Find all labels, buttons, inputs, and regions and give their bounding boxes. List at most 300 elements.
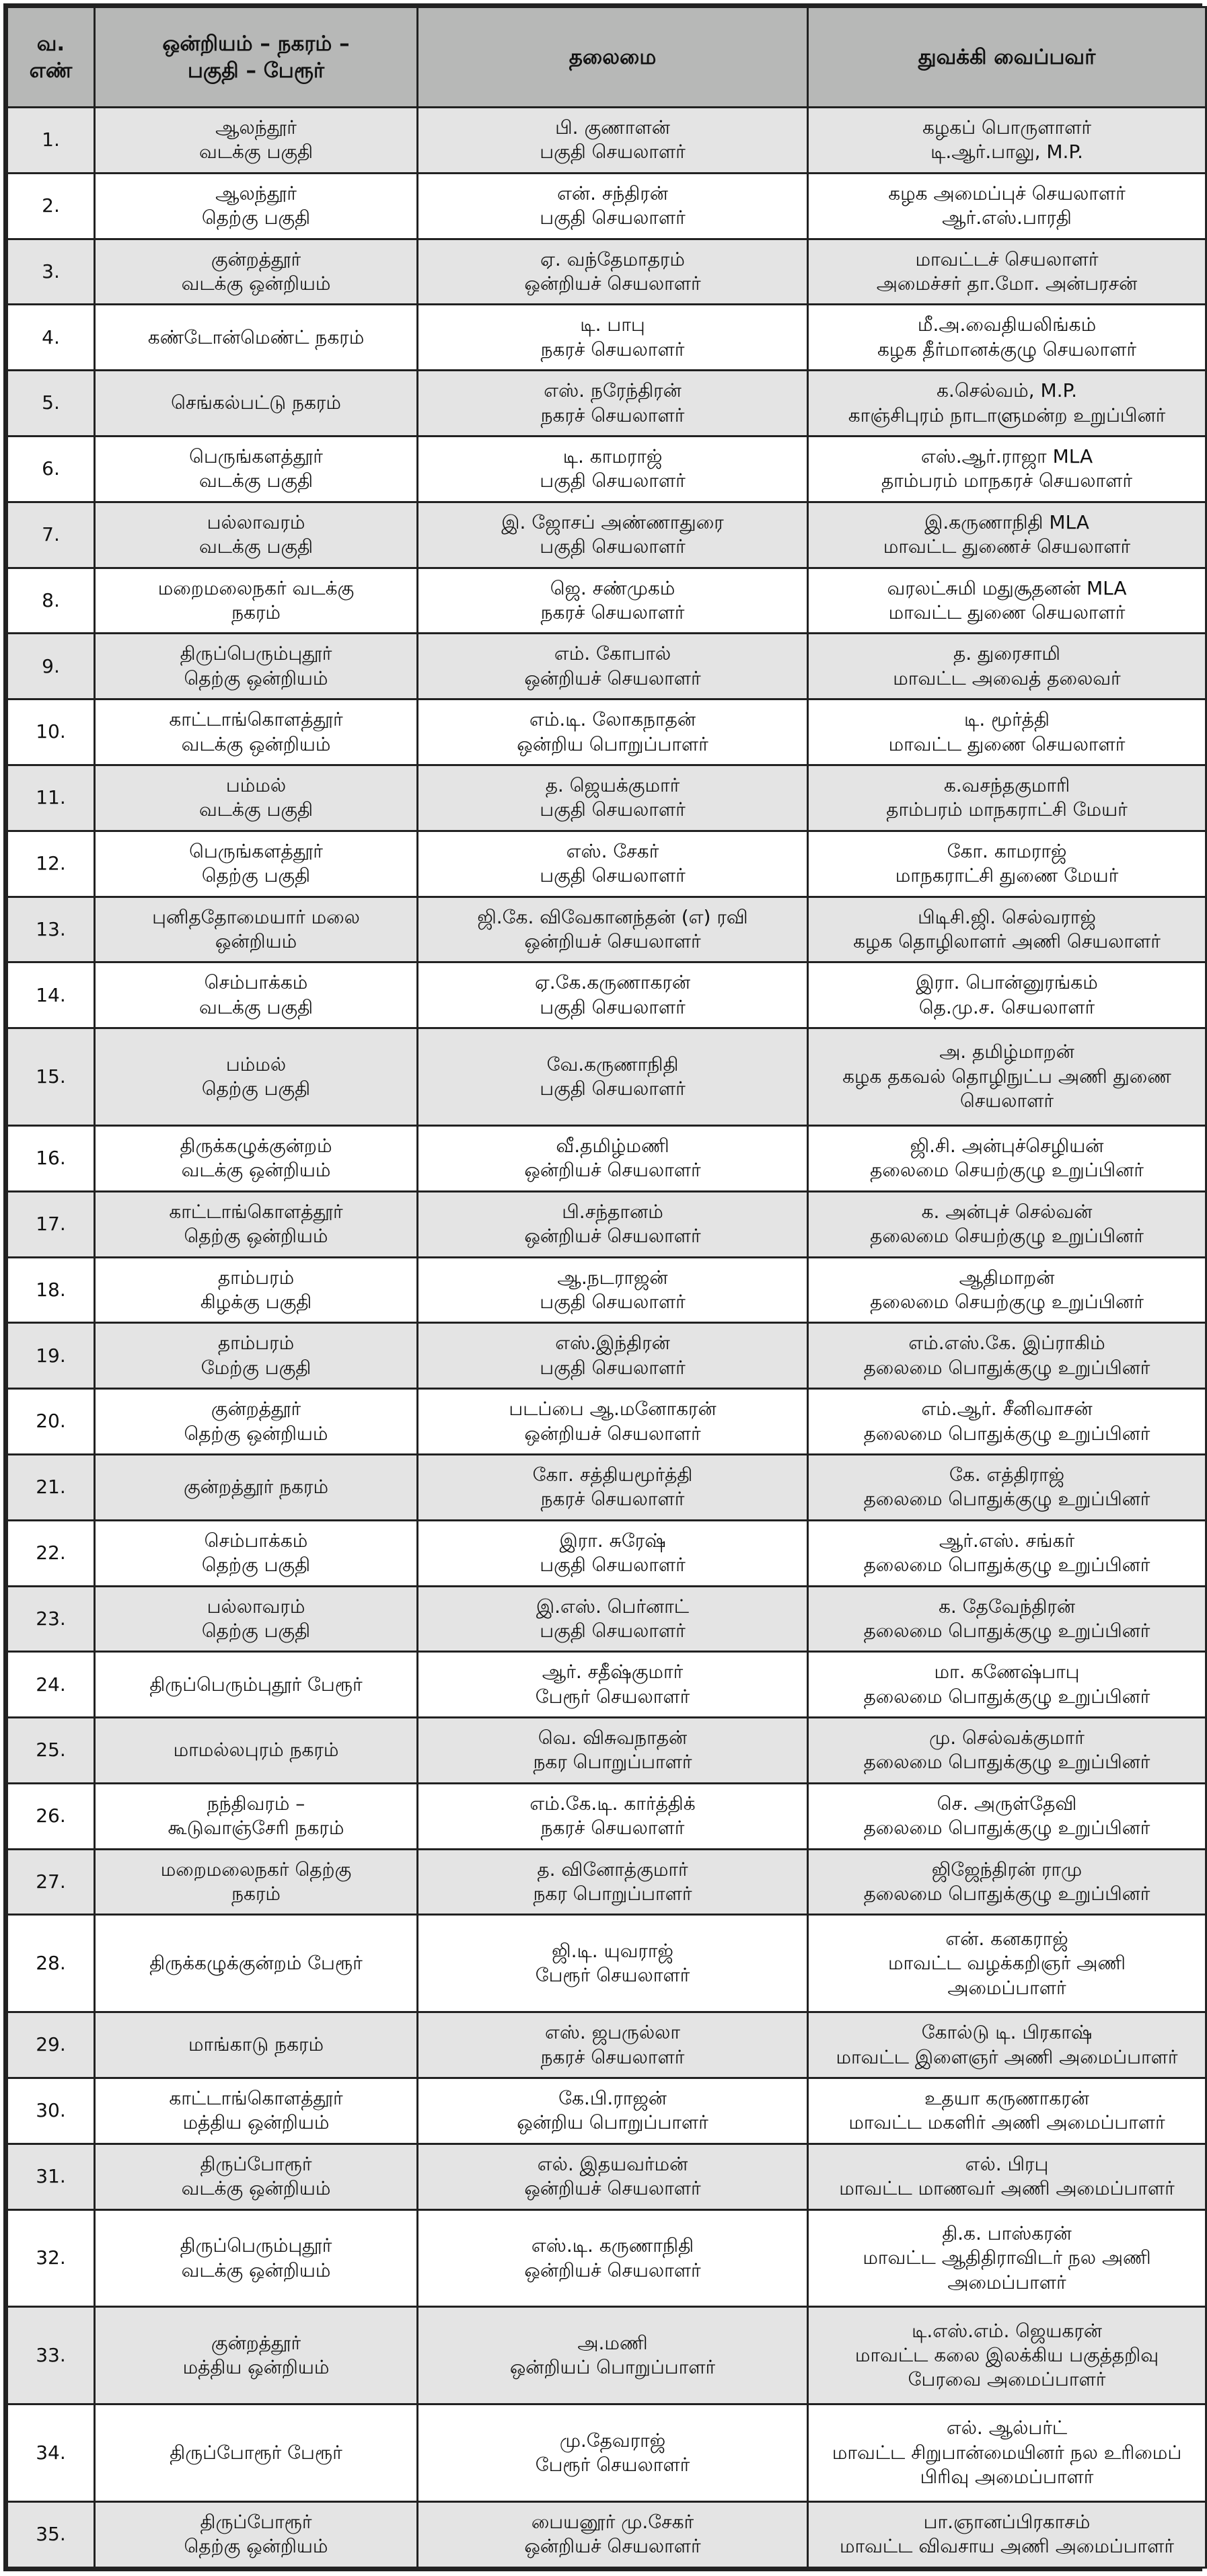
area-cell — [95, 765, 418, 831]
inaugurator-cell-line: கழக தீர்மானக்குழு செயலாளர் — [877, 338, 1136, 361]
area-cell-line: மத்திய ஒன்றியம் — [182, 2356, 330, 2379]
area-cell — [95, 239, 418, 305]
leader-cell-line: நகரச் செயலாளர் — [540, 601, 685, 623]
leader-cell-line: பி.சந்தானம் — [562, 1200, 663, 1223]
serial-no-cell: 6. — [7, 436, 95, 502]
leader-cell-line: பகுதி செயலாளர் — [540, 1554, 686, 1577]
area-cell-line: நந்திவரம் – — [207, 1792, 305, 1815]
inaugurator-cell-line: மாவட்ட அவைத் தலைவர் — [893, 667, 1121, 689]
inaugurator-cell — [808, 305, 1206, 371]
leader-cell-line: எஸ். சேகர் — [566, 839, 659, 862]
header-row — [7, 7, 1206, 108]
leader-cell — [418, 1849, 808, 1915]
area-cell-line: தெற்கு ஒன்றியம் — [184, 667, 328, 689]
area-cell-line: திருப்பெரும்புதூர் பேரூர் — [149, 1673, 363, 1696]
table-row — [7, 1191, 1206, 1257]
table-row — [7, 2144, 1206, 2209]
area-cell-line: திருக்கழுக்குன்றம் பேரூர் — [149, 1952, 363, 1975]
inaugurator-cell-line: தலைமை பொதுக்குழு உறுப்பினர் — [863, 1422, 1150, 1445]
leader-cell — [418, 1783, 808, 1849]
table-row — [7, 2012, 1206, 2078]
leader-cell-line: பி. குணாளன் — [555, 116, 670, 139]
leader-cell-line: கோ. சத்தியமூர்த்தி — [532, 1463, 693, 1486]
area-cell — [95, 2307, 418, 2404]
inaugurator-cell-line: தலைமை பொதுக்குழு உறுப்பினர் — [863, 1619, 1150, 1642]
area-cell — [95, 108, 418, 174]
inaugurator-cell-line: தி.க. பாஸ்கரன் — [942, 2222, 1072, 2244]
leader-cell — [418, 2144, 808, 2209]
serial-no-cell: 19. — [7, 1323, 95, 1389]
area-cell-line: வடக்கு ஒன்றியம் — [181, 2177, 331, 2200]
table-row — [7, 1783, 1206, 1849]
table-row — [7, 897, 1206, 962]
leader-cell — [418, 2078, 808, 2144]
area-cell — [95, 831, 418, 897]
inaugurator-cell-line: க.வசந்தகுமாரி — [943, 773, 1070, 796]
leader-cell-line: வே.கருணாநிதி — [546, 1053, 679, 1075]
serial-no-cell: 7. — [7, 502, 95, 568]
program-table-sheet — [3, 3, 1202, 2571]
inaugurator-cell-line: டி. மூர்த்தி — [964, 708, 1050, 731]
inaugurator-cell-line: கழக அமைப்புச் செயலாளர் — [888, 182, 1126, 204]
inaugurator-cell — [808, 2078, 1206, 2144]
inaugurator-cell — [808, 1915, 1206, 2012]
inaugurator-cell-line: தலைமை செயற்குழு உறுப்பினர் — [870, 1225, 1144, 1248]
table-row — [7, 699, 1206, 765]
leader-cell-line: பகுதி செயலாளர் — [540, 1356, 686, 1379]
area-cell-line: திருப்போரூர் — [200, 2511, 312, 2534]
leader-cell-line: ஒன்றியச் செயலாளர் — [524, 272, 701, 295]
serial-no-cell: 24. — [7, 1652, 95, 1718]
leader-cell — [418, 1520, 808, 1586]
inaugurator-cell — [808, 108, 1206, 174]
leader-cell-line: எம்.கே.டி. கார்த்திக் — [529, 1792, 696, 1815]
area-cell-line: பெருங்களத்தூர் — [189, 839, 323, 862]
leader-cell-line: ஆ.நடராஜன் — [557, 1266, 668, 1289]
serial-no-cell: 34. — [7, 2404, 95, 2502]
area-cell-line: செங்கல்பட்டு நகரம் — [171, 391, 341, 414]
area-cell-line: காட்டாங்கொளத்தூர் — [169, 1200, 343, 1223]
inaugurator-cell — [808, 765, 1206, 831]
area-cell-line: குன்றத்தூர் — [211, 248, 301, 270]
inaugurator-cell-line: தலைமை பொதுக்குழு உறுப்பினர் — [863, 1356, 1150, 1379]
inaugurator-cell — [808, 1028, 1206, 1126]
inaugurator-cell-line: மாவட்ட வழக்கறிஞர் அணி — [887, 1952, 1126, 1975]
leader-cell-line: நகர பொறுப்பாளர் — [533, 1751, 692, 1774]
serial-no-cell: 22. — [7, 1520, 95, 1586]
leader-cell — [418, 1191, 808, 1257]
area-cell-line: திருப்போரூர் — [200, 2152, 312, 2175]
leader-cell-line: எம்.டி. லோகநாதன் — [529, 708, 696, 731]
leader-cell — [418, 634, 808, 699]
table-row — [7, 436, 1206, 502]
leader-cell-line: ஜி.கே. விவேகானந்தன் (எ) ரவி — [477, 905, 748, 928]
area-cell — [95, 699, 418, 765]
inaugurator-cell-line: அமைப்பாளர் — [947, 1976, 1066, 1999]
table-row — [7, 962, 1206, 1028]
serial-no-cell: 12. — [7, 831, 95, 897]
area-cell-line: குன்றத்தூர் நகரம் — [183, 1476, 329, 1499]
inaugurator-cell-line: ஆர்.எஸ். சங்கர் — [939, 1529, 1075, 1552]
area-cell-line: தெற்கு பகுதி — [201, 1554, 311, 1577]
inaugurator-cell-line: எஸ்.ஆர்.ராஜா MLA — [920, 445, 1093, 467]
inaugurator-cell — [808, 1586, 1206, 1652]
leader-cell-line: பகுதி செயலாளர் — [540, 535, 686, 558]
leader-cell-line: ஒன்றியச் செயலாளர் — [524, 1422, 701, 1445]
inaugurator-cell-line: தலைமை பொதுக்குழு உறுப்பினர் — [863, 1817, 1150, 1840]
inaugurator-cell — [808, 2307, 1206, 2404]
leader-cell-line: த. வினோத்குமார் — [537, 1858, 688, 1881]
header-serial-no-line: வ. — [36, 31, 65, 56]
leader-cell-line: ஒன்றியச் செயலாளர் — [524, 1225, 701, 1248]
leader-cell — [418, 239, 808, 305]
leader-cell-line: பேரூர் செயலாளர் — [535, 1964, 690, 1987]
inaugurator-cell-line: இரா. பொன்னுரங்கம் — [916, 971, 1098, 994]
leader-cell-line: நகரச் செயலாளர் — [540, 2045, 685, 2068]
area-cell-line: தெற்கு பகுதி — [201, 1619, 311, 1642]
area-cell-line: வடக்கு பகுதி — [198, 798, 314, 821]
leader-cell — [418, 1718, 808, 1784]
serial-no-cell: 30. — [7, 2078, 95, 2144]
inaugurator-cell-line: மாவட்ட துணை செயலாளர் — [888, 601, 1126, 623]
table-row — [7, 2501, 1206, 2567]
table-row — [7, 765, 1206, 831]
serial-no-cell: 20. — [7, 1389, 95, 1455]
serial-no-cell: 35. — [7, 2501, 95, 2567]
inaugurator-cell-line: பா.ஞானப்பிரகாசம் — [923, 2511, 1091, 2534]
inaugurator-cell — [808, 2144, 1206, 2209]
inaugurator-cell — [808, 239, 1206, 305]
leader-cell-line: ஜி.டி. யுவராஜ் — [552, 1939, 673, 1962]
serial-no-cell: 13. — [7, 897, 95, 962]
leader-cell — [418, 765, 808, 831]
inaugurator-cell-line: மீ.அ.வைதியலிங்கம் — [917, 313, 1097, 336]
area-cell-line: பெருங்களத்தூர் — [189, 445, 323, 467]
area-cell-line: ஆலந்தூர் — [215, 182, 297, 204]
inaugurator-cell — [808, 1191, 1206, 1257]
inaugurator-cell — [808, 173, 1206, 239]
table-row — [7, 239, 1206, 305]
leader-cell — [418, 502, 808, 568]
leader-cell — [418, 1323, 808, 1389]
inaugurator-cell — [808, 2209, 1206, 2307]
inaugurator-cell-line: அமைப்பாளர் — [947, 2271, 1066, 2294]
leader-cell — [418, 1915, 808, 2012]
inaugurator-cell — [808, 568, 1206, 634]
area-cell — [95, 1191, 418, 1257]
inaugurator-cell-line: எம்.ஆர். சீனிவாசன் — [921, 1398, 1093, 1420]
leader-cell-line: ஏ.கே.கருணாகரன் — [534, 971, 691, 994]
leader-cell-line: ஏ. வந்தேமாதரம் — [540, 248, 685, 270]
inaugurator-cell — [808, 1323, 1206, 1389]
serial-no-cell: 9. — [7, 634, 95, 699]
area-cell-line: குன்றத்தூர் — [211, 1398, 301, 1420]
area-cell-line: மாமல்லபுரம் நகரம் — [173, 1739, 339, 1761]
inaugurator-cell-line: மாவட்ட கலை இலக்கிய பகுத்தறிவு — [854, 2344, 1159, 2367]
table-row — [7, 568, 1206, 634]
leader-cell-line: பேரூர் செயலாளர் — [535, 1685, 690, 1708]
leader-cell-line: நகரச் செயலாளர் — [540, 1817, 685, 1840]
area-cell-line: கூடுவாஞ்சேரி நகரம் — [168, 1817, 344, 1840]
header-area — [95, 7, 418, 108]
leader-cell — [418, 305, 808, 371]
serial-no-cell: 33. — [7, 2307, 95, 2404]
leader-cell-line: பகுதி செயலாளர் — [540, 1290, 686, 1313]
area-cell-line: செம்பாக்கம் — [204, 1529, 308, 1552]
table-row — [7, 1028, 1206, 1126]
leader-cell — [418, 108, 808, 174]
area-cell — [95, 1125, 418, 1191]
area-cell-line: ஒன்றியம் — [215, 930, 297, 952]
area-cell — [95, 1028, 418, 1126]
inaugurator-cell — [808, 436, 1206, 502]
inaugurator-cell-line: க. அன்புச் செல்வன் — [921, 1200, 1093, 1223]
table-row — [7, 1125, 1206, 1191]
inaugurator-cell-line: என். கனகராஜ் — [945, 1927, 1068, 1950]
serial-no-cell: 2. — [7, 173, 95, 239]
leader-cell-line: ஒன்றியப் பொறுப்பாளர் — [509, 2356, 716, 2379]
leader-cell-line: நகர பொறுப்பாளர் — [533, 1883, 692, 1905]
program-table — [6, 6, 1207, 2569]
area-cell-line: காட்டாங்கொளத்தூர் — [169, 708, 343, 731]
header-area-line: ஒன்றியம் – நகரம் – — [162, 31, 350, 56]
leader-cell-line: ஒன்றியச் செயலாளர் — [524, 930, 701, 952]
area-cell-line: செம்பாக்கம் — [204, 971, 308, 994]
inaugurator-cell-line: அ. தமிழ்மாறன் — [939, 1040, 1074, 1063]
leader-cell-line: ஜெ. சண்முகம் — [550, 576, 675, 599]
serial-no-cell: 26. — [7, 1783, 95, 1849]
serial-no-cell: 28. — [7, 1915, 95, 2012]
inaugurator-cell-line: ஆர்.எஸ்.பாரதி — [942, 206, 1072, 229]
inaugurator-cell-line: மா. கணேஷ்பாபு — [934, 1661, 1080, 1683]
table-row — [7, 1389, 1206, 1455]
table-row — [7, 173, 1206, 239]
area-cell-line: பல்லாவரம் — [207, 1595, 305, 1618]
leader-cell-line: பகுதி செயலாளர் — [540, 469, 686, 492]
serial-no-cell: 4. — [7, 305, 95, 371]
area-cell — [95, 173, 418, 239]
inaugurator-cell-line: தாம்பரம் மாநகராட்சி மேயர் — [886, 798, 1128, 821]
header-serial-no-line: எண் — [29, 59, 73, 83]
inaugurator-cell — [808, 962, 1206, 1028]
area-cell-line: காட்டாங்கொளத்தூர் — [169, 2087, 343, 2110]
area-cell — [95, 2501, 418, 2567]
leader-cell — [418, 1389, 808, 1455]
leader-cell-line: மு.தேவராஜ் — [559, 2429, 666, 2452]
area-cell — [95, 1783, 418, 1849]
inaugurator-cell-line: க.செல்வம், M.P. — [937, 379, 1077, 402]
inaugurator-cell — [808, 1520, 1206, 1586]
leader-cell-line: எல். இதயவர்மன் — [537, 2152, 688, 2175]
leader-cell-line: நகரச் செயலாளர் — [540, 1488, 685, 1511]
serial-no-cell: 17. — [7, 1191, 95, 1257]
area-cell-line: மாங்காடு நகரம் — [188, 2033, 324, 2056]
area-cell-line: தெற்கு பகுதி — [201, 1077, 311, 1100]
inaugurator-cell-line: காஞ்சிபுரம் நாடாளுமன்ற உறுப்பினர் — [848, 404, 1166, 426]
inaugurator-cell-line: கோ. காமராஜ் — [947, 839, 1067, 862]
area-cell-line: திருக்கழுக்குன்றம் — [180, 1134, 332, 1157]
table-row — [7, 2209, 1206, 2307]
inaugurator-cell-line: த. துரைசாமி — [953, 642, 1060, 665]
inaugurator-cell-line: மாவட்டச் செயலாளர் — [915, 248, 1099, 270]
area-cell-line: குன்றத்தூர் — [211, 2331, 301, 2354]
leader-cell-line: ஒன்றியச் செயலாளர் — [524, 2259, 701, 2281]
inaugurator-cell-line: மு. செல்வக்குமார் — [929, 1727, 1085, 1749]
area-cell-line: தெற்கு பகுதி — [201, 864, 311, 887]
area-cell-line: கிழக்கு பகுதி — [200, 1290, 312, 1313]
leader-cell-line: ஒன்றியச் செயலாளர் — [524, 2177, 701, 2200]
inaugurator-cell — [808, 1718, 1206, 1784]
leader-cell — [418, 2404, 808, 2502]
serial-no-cell: 18. — [7, 1257, 95, 1323]
leader-cell-line: ஒன்றியச் செயலாளர் — [524, 1159, 701, 1182]
inaugurator-cell-line: மாவட்ட மகளிர் அணி அமைப்பாளர் — [848, 2111, 1165, 2134]
table-row — [7, 1718, 1206, 1784]
leader-cell-line: டி. காமராஜ் — [562, 445, 663, 467]
table-body — [7, 108, 1206, 2568]
serial-no-cell: 16. — [7, 1125, 95, 1191]
leader-cell — [418, 173, 808, 239]
leader-cell-line: ஒன்றியச் செயலாளர் — [524, 2535, 701, 2558]
inaugurator-cell-line: ஜிஜேந்திரன் ராமு — [931, 1858, 1083, 1881]
inaugurator-cell-line: தலைமை பொதுக்குழு உறுப்பினர் — [863, 1554, 1150, 1577]
leader-cell-line: ஒன்றிய பொறுப்பாளர் — [517, 732, 708, 755]
leader-cell — [418, 1586, 808, 1652]
inaugurator-cell-line: தெ.மு.ச. செயலாளர் — [918, 995, 1095, 1018]
serial-no-cell: 29. — [7, 2012, 95, 2078]
inaugurator-cell-line: வரலட்சுமி மதுசூதனன் MLA — [887, 576, 1127, 599]
leader-cell-line: எஸ். நரேந்திரன் — [544, 379, 682, 402]
inaugurator-cell-line: ஜி.சி. அன்புச்செழியன் — [910, 1134, 1104, 1157]
leader-cell-line: பகுதி செயலாளர் — [540, 141, 686, 163]
area-cell — [95, 1718, 418, 1784]
inaugurator-cell — [808, 1783, 1206, 1849]
inaugurator-cell-line: உதயா கருணாகரன் — [924, 2087, 1089, 2110]
inaugurator-cell-line: பிடிசி.ஜி. செல்வராஜ் — [918, 905, 1096, 928]
leader-cell-line: இரா. சுரேஷ் — [559, 1529, 666, 1552]
area-cell-line: வடக்கு பகுதி — [198, 469, 314, 492]
area-cell-line: தெற்கு பகுதி — [201, 206, 311, 229]
leader-cell-line: வெ. விசுவநாதன் — [538, 1727, 688, 1749]
inaugurator-cell-line: மாவட்ட துணை செயலாளர் — [888, 732, 1126, 755]
area-cell-line: மறைமலைநகர் தெற்கு — [160, 1858, 352, 1881]
area-cell — [95, 2012, 418, 2078]
area-cell-line: மேற்கு பகுதி — [200, 1356, 312, 1379]
inaugurator-cell-line: செயலாளர் — [959, 1090, 1054, 1112]
inaugurator-cell-line: தலைமை பொதுக்குழு உறுப்பினர் — [863, 1751, 1150, 1774]
area-cell-line: பல்லாவரம் — [207, 510, 305, 533]
inaugurator-cell-line: தலைமை பொதுக்குழு உறுப்பினர் — [863, 1883, 1150, 1905]
inaugurator-cell-line: தலைமை பொதுக்குழு உறுப்பினர் — [863, 1685, 1150, 1708]
serial-no-cell: 15. — [7, 1028, 95, 1126]
area-cell — [95, 1257, 418, 1323]
leader-cell-line: நகரச் செயலாளர் — [540, 338, 685, 361]
inaugurator-cell — [808, 1257, 1206, 1323]
leader-cell-line: வீ.தமிழ்மணி — [556, 1134, 669, 1157]
header-leader: தலைமை — [418, 7, 808, 108]
leader-cell-line: டி. பாபு — [580, 313, 645, 336]
inaugurator-cell — [808, 634, 1206, 699]
inaugurator-cell-line: மாநகராட்சி துணை மேயர் — [895, 864, 1119, 887]
inaugurator-cell-line: டி.எஸ்.எம். ஜெயகரன் — [912, 2319, 1102, 2342]
area-cell-line: வடக்கு ஒன்றியம் — [181, 732, 331, 755]
table-row — [7, 634, 1206, 699]
inaugurator-cell — [808, 2012, 1206, 2078]
inaugurator-cell-line: ஆதிமாறன் — [959, 1266, 1055, 1289]
area-cell — [95, 2078, 418, 2144]
serial-no-cell: 8. — [7, 568, 95, 634]
area-cell-line: நகரம் — [231, 1883, 281, 1905]
leader-cell — [418, 2209, 808, 2307]
leader-cell — [418, 699, 808, 765]
header-inaugurator: துவக்கி வைப்பவர் — [808, 7, 1206, 108]
leader-cell-line: கே.பி.ராஜன் — [558, 2087, 667, 2110]
inaugurator-cell-line: கழகப் பொருளாளர் — [922, 116, 1092, 139]
inaugurator-cell-line: கே. எத்திராஜ் — [949, 1463, 1065, 1486]
area-cell-line: வடக்கு ஒன்றியம் — [181, 1159, 331, 1182]
area-cell — [95, 1454, 418, 1520]
inaugurator-cell — [808, 1454, 1206, 1520]
inaugurator-cell-line: அமைச்சர் தா.மோ. அன்பரசன் — [876, 272, 1138, 295]
inaugurator-cell — [808, 1652, 1206, 1718]
leader-cell-line: இ. ஜோசப் அண்ணாதுரை — [501, 510, 724, 533]
leader-cell — [418, 1257, 808, 1323]
table-row — [7, 305, 1206, 371]
table-row — [7, 2078, 1206, 2144]
area-cell-line: தெற்கு ஒன்றியம் — [184, 1225, 328, 1248]
area-cell-line: பம்மல் — [225, 773, 287, 796]
leader-cell-line: எஸ்.இந்திரன் — [555, 1332, 670, 1355]
area-cell — [95, 2404, 418, 2502]
inaugurator-cell-line: மாவட்ட ஆதிதிராவிடர் நல அணி — [863, 2246, 1151, 2269]
leader-cell — [418, 897, 808, 962]
inaugurator-cell — [808, 1389, 1206, 1455]
inaugurator-cell-line: மாவட்ட விவசாய அணி அமைப்பாளர் — [839, 2535, 1175, 2558]
table-row — [7, 1849, 1206, 1915]
leader-cell — [418, 1125, 808, 1191]
serial-no-cell: 32. — [7, 2209, 95, 2307]
area-cell-line: ஆலந்தூர் — [215, 116, 297, 139]
leader-cell-line: எம். கோபால் — [554, 642, 671, 665]
leader-cell — [418, 2307, 808, 2404]
leader-cell — [418, 962, 808, 1028]
area-cell-line: வடக்கு ஒன்றியம் — [181, 2259, 331, 2281]
inaugurator-cell-line: தலைமை செயற்குழு உறுப்பினர் — [870, 1159, 1144, 1182]
leader-cell-line: ஒன்றிய பொறுப்பாளர் — [517, 2111, 708, 2134]
area-cell — [95, 1849, 418, 1915]
leader-cell — [418, 568, 808, 634]
leader-cell-line: அ.மணி — [577, 2331, 648, 2354]
inaugurator-cell-line: எம்.எஸ்.கே. இப்ராகிம் — [908, 1332, 1105, 1355]
leader-cell-line: எஸ். ஜபருல்லா — [545, 2021, 680, 2044]
area-cell-line: திருப்பெரும்புதூர் — [180, 642, 332, 665]
leader-cell-line: பகுதி செயலாளர் — [540, 206, 686, 229]
table-header — [7, 7, 1206, 108]
inaugurator-cell-line: டி.ஆர்.பாலு, M.P. — [930, 141, 1083, 163]
inaugurator-cell — [808, 831, 1206, 897]
area-cell-line: கண்டோன்மெண்ட் நகரம் — [147, 326, 365, 348]
table-row — [7, 1915, 1206, 2012]
inaugurator-cell-line: தலைமை பொதுக்குழு உறுப்பினர் — [863, 1488, 1150, 1511]
inaugurator-cell-line: கழக தகவல் தொழிநுட்ப அணி துணை — [842, 1065, 1171, 1088]
area-cell-line: மத்திய ஒன்றியம் — [182, 2111, 330, 2134]
area-cell — [95, 2144, 418, 2209]
inaugurator-cell-line: மாவட்ட துணைச் செயலாளர் — [883, 535, 1131, 558]
area-cell-line: பம்மல் — [225, 1053, 287, 1075]
area-cell — [95, 1323, 418, 1389]
leader-cell-line: என். சந்திரன் — [557, 182, 668, 204]
inaugurator-cell-line: க. தேவேந்திரன் — [938, 1595, 1076, 1618]
